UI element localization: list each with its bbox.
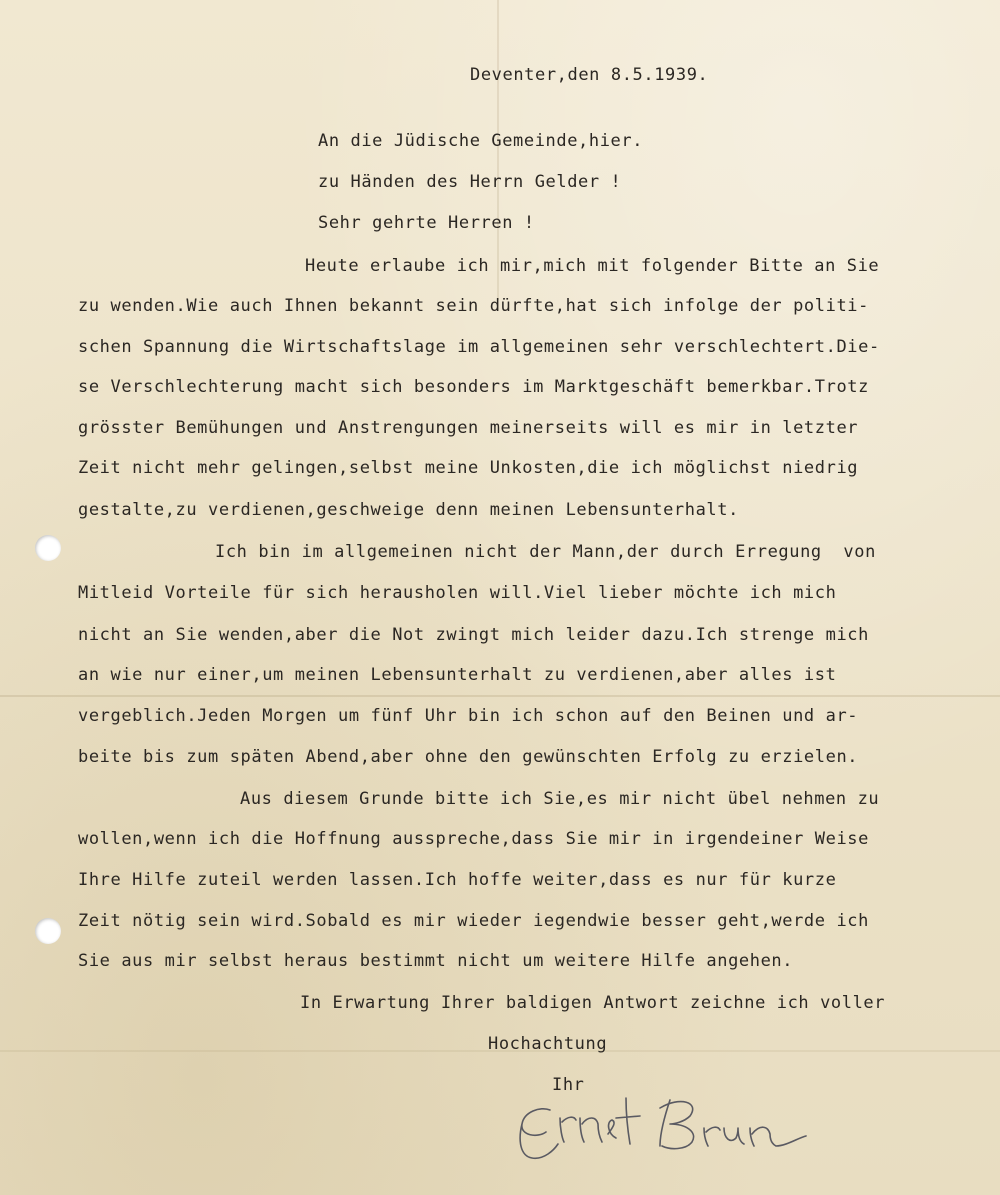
punch-hole xyxy=(35,918,61,944)
handwritten-signature xyxy=(510,1088,820,1178)
body-line: wollen,wenn ich die Hoffnung ausspreche,dass Sie mir in irgendeiner Weise xyxy=(78,829,869,849)
body-line: an wie nur einer,um meinen Lebensunterhalt zu verdienen,aber alles ist xyxy=(78,665,837,685)
body-line: Mitleid Vorteile für sich herausholen will.Viel lieber möchte ich mich xyxy=(78,583,837,603)
body-line: In Erwartung Ihrer baldigen Antwort zeichne ich voller xyxy=(300,993,886,1013)
body-line: Zeit nicht mehr gelingen,selbst meine Unkosten,die ich möglichst niedrig xyxy=(78,458,859,478)
closing: Hochachtung xyxy=(488,1034,608,1054)
body-line: Heute erlaube ich mir,mich mit folgender Bitte an Sie xyxy=(305,256,880,276)
recipient-line: An die Jüdische Gemeinde,hier. xyxy=(318,131,644,151)
body-line: gestalte,zu verdienen,geschweige denn meinen Lebensunterhalt. xyxy=(78,500,739,520)
body-line: Ich bin im allgemeinen nicht der Mann,der durch Erregung von xyxy=(215,542,876,562)
body-line: vergeblich.Jeden Morgen um fünf Uhr bin ich schon auf den Beinen und ar- xyxy=(78,706,859,726)
paper-fold-line xyxy=(0,695,1000,697)
body-line: zu wenden.Wie auch Ihnen bekannt sein dürfte,hat sich infolge der politi- xyxy=(78,296,869,316)
body-line: grösster Bemühungen und Anstrengungen meinerseits will es mir in letzter xyxy=(78,418,859,438)
body-line: Sie aus mir selbst heraus bestimmt nicht um weitere Hilfe angehen. xyxy=(78,951,794,971)
body-line: beite bis zum späten Abend,aber ohne den gewünschten Erfolg zu erzielen. xyxy=(78,747,859,767)
body-line: Zeit nötig sein wird.Sobald es mir wieder iegendwie besser geht,werde ich xyxy=(78,911,869,931)
closing-pronoun: Ihr xyxy=(552,1075,585,1095)
body-line: se Verschlechterung macht sich besonders im Marktgeschäft bemerkbar.Trotz xyxy=(78,377,869,397)
date-line: Deventer,den 8.5.1939. xyxy=(470,65,709,85)
recipient-attention-line: zu Händen des Herrn Gelder ! xyxy=(318,172,622,192)
punch-hole xyxy=(35,535,61,561)
body-line: Aus diesem Grunde bitte ich Sie,es mir nicht übel nehmen zu xyxy=(240,789,880,809)
body-line: nicht an Sie wenden,aber die Not zwingt mich leider dazu.Ich strenge mich xyxy=(78,625,869,645)
body-line: schen Spannung die Wirtschaftslage im allgemeinen sehr verschlechtert.Die- xyxy=(78,337,880,357)
body-line: Ihre Hilfe zuteil werden lassen.Ich hoffe weiter,dass es nur für kurze xyxy=(78,870,837,890)
salutation: Sehr gehrte Herren ! xyxy=(318,213,535,233)
